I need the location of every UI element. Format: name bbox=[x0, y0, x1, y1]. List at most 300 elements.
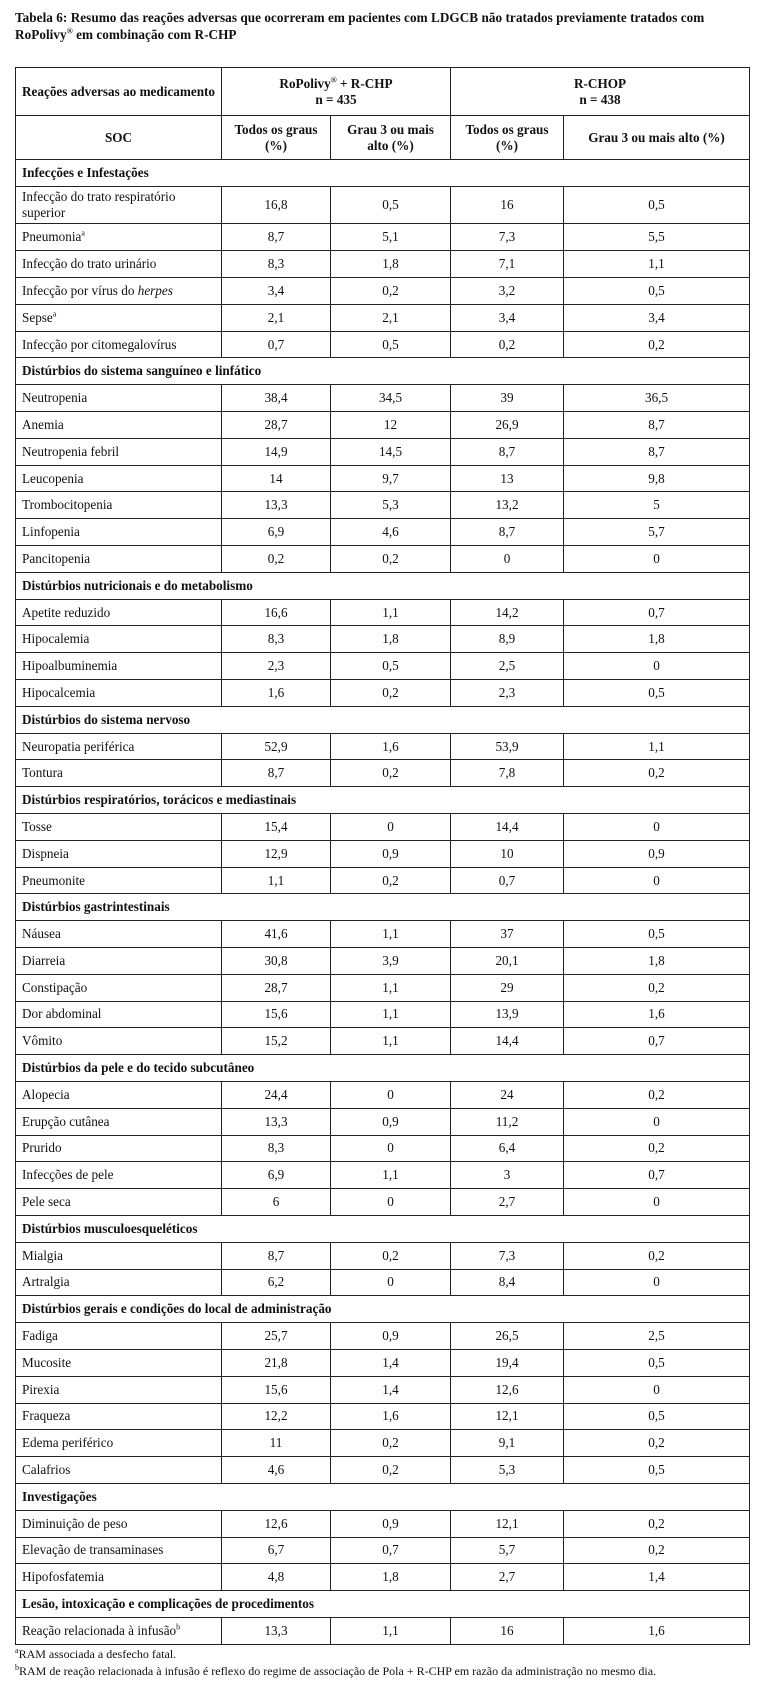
soc-label: Distúrbios musculoesqueléticos bbox=[16, 1215, 750, 1242]
value-rchop-all: 8,7 bbox=[451, 438, 564, 465]
value-rchop-all: 5,7 bbox=[451, 1537, 564, 1564]
value-rchop-all: 6,4 bbox=[451, 1135, 564, 1162]
table-row bbox=[16, 519, 750, 546]
table-row bbox=[16, 599, 750, 626]
value-rchop-grade3: 0,9 bbox=[564, 840, 750, 867]
value-rchop-grade3: 0,7 bbox=[564, 1162, 750, 1189]
reaction-name: Infecção do trato respiratório superior bbox=[16, 186, 222, 224]
value-rchop-all: 7,3 bbox=[451, 1242, 564, 1269]
reaction-name: Diminuição de peso bbox=[16, 1510, 222, 1537]
value-ropolivy-grade3: 0,9 bbox=[331, 840, 451, 867]
value-rchop-all: 2,7 bbox=[451, 1189, 564, 1216]
table-row bbox=[16, 251, 750, 278]
value-ropolivy-all: 2,3 bbox=[222, 653, 331, 680]
value-rchop-all: 16 bbox=[451, 1617, 564, 1644]
value-ropolivy-grade3: 0 bbox=[331, 1189, 451, 1216]
value-rchop-all: 13,9 bbox=[451, 1001, 564, 1028]
value-rchop-grade3: 0,5 bbox=[564, 1349, 750, 1376]
value-ropolivy-all: 13,3 bbox=[222, 1617, 331, 1644]
soc-row bbox=[16, 706, 750, 733]
value-ropolivy-all: 15,6 bbox=[222, 1001, 331, 1028]
reaction-name: Neutropenia febril bbox=[16, 438, 222, 465]
value-rchop-grade3: 36,5 bbox=[564, 385, 750, 412]
value-rchop-all: 24 bbox=[451, 1081, 564, 1108]
value-ropolivy-all: 11 bbox=[222, 1430, 331, 1457]
soc-label: Distúrbios gerais e condições do local de administração bbox=[16, 1296, 750, 1323]
value-ropolivy-grade3: 0,2 bbox=[331, 680, 451, 707]
value-rchop-grade3: 0,2 bbox=[564, 760, 750, 787]
table-row bbox=[16, 974, 750, 1001]
table-row bbox=[16, 546, 750, 573]
value-ropolivy-all: 24,4 bbox=[222, 1081, 331, 1108]
table-row bbox=[16, 1001, 750, 1028]
table-row bbox=[16, 331, 750, 358]
value-ropolivy-all: 6,9 bbox=[222, 1162, 331, 1189]
value-ropolivy-grade3: 0,5 bbox=[331, 331, 451, 358]
value-ropolivy-all: 15,2 bbox=[222, 1028, 331, 1055]
value-rchop-all: 37 bbox=[451, 921, 564, 948]
value-ropolivy-all: 8,7 bbox=[222, 1242, 331, 1269]
value-rchop-grade3: 1,6 bbox=[564, 1001, 750, 1028]
header-grade3-arm2: Grau 3 ou mais alto (%) bbox=[564, 116, 750, 160]
value-ropolivy-grade3: 1,1 bbox=[331, 1001, 451, 1028]
table-row bbox=[16, 948, 750, 975]
value-rchop-all: 11,2 bbox=[451, 1108, 564, 1135]
value-ropolivy-grade3: 34,5 bbox=[331, 385, 451, 412]
value-rchop-all: 39 bbox=[451, 385, 564, 412]
value-rchop-all: 19,4 bbox=[451, 1349, 564, 1376]
table-caption bbox=[15, 9, 750, 43]
value-ropolivy-all: 8,7 bbox=[222, 760, 331, 787]
table-row bbox=[16, 1323, 750, 1350]
value-rchop-all: 14,4 bbox=[451, 814, 564, 841]
value-ropolivy-grade3: 1,8 bbox=[331, 626, 451, 653]
reaction-name: Infecções de pele bbox=[16, 1162, 222, 1189]
value-ropolivy-all: 14 bbox=[222, 465, 331, 492]
table-row bbox=[16, 1376, 750, 1403]
value-ropolivy-all: 52,9 bbox=[222, 733, 331, 760]
table-row bbox=[16, 760, 750, 787]
soc-row bbox=[16, 894, 750, 921]
value-rchop-all: 7,3 bbox=[451, 224, 564, 251]
value-ropolivy-all: 13,3 bbox=[222, 1108, 331, 1135]
header-grade3-arm1: Grau 3 ou mais alto (%) bbox=[331, 116, 451, 160]
reaction-name: Pirexia bbox=[16, 1376, 222, 1403]
table-row bbox=[16, 1457, 750, 1484]
value-rchop-grade3: 0,2 bbox=[564, 1242, 750, 1269]
value-ropolivy-grade3: 1,1 bbox=[331, 1617, 451, 1644]
value-ropolivy-grade3: 0,9 bbox=[331, 1510, 451, 1537]
value-ropolivy-grade3: 0,2 bbox=[331, 546, 451, 573]
value-rchop-grade3: 8,7 bbox=[564, 438, 750, 465]
soc-label: Infecções e Infestações bbox=[16, 160, 750, 187]
value-ropolivy-grade3: 0,2 bbox=[331, 1457, 451, 1484]
value-rchop-all: 8,4 bbox=[451, 1269, 564, 1296]
value-rchop-all: 10 bbox=[451, 840, 564, 867]
table-body bbox=[16, 160, 750, 1645]
value-rchop-all: 12,1 bbox=[451, 1403, 564, 1430]
value-ropolivy-all: 15,4 bbox=[222, 814, 331, 841]
reaction-name: Dor abdominal bbox=[16, 1001, 222, 1028]
value-rchop-grade3: 0 bbox=[564, 814, 750, 841]
value-rchop-all: 9,1 bbox=[451, 1430, 564, 1457]
value-ropolivy-grade3: 1,4 bbox=[331, 1376, 451, 1403]
value-rchop-grade3: 1,1 bbox=[564, 251, 750, 278]
table-row bbox=[16, 1189, 750, 1216]
value-ropolivy-grade3: 1,1 bbox=[331, 1162, 451, 1189]
value-ropolivy-all: 1,1 bbox=[222, 867, 331, 894]
value-ropolivy-grade3: 5,3 bbox=[331, 492, 451, 519]
value-rchop-grade3: 0,2 bbox=[564, 1510, 750, 1537]
value-ropolivy-all: 1,6 bbox=[222, 680, 331, 707]
value-ropolivy-all: 38,4 bbox=[222, 385, 331, 412]
reaction-name: Prurido bbox=[16, 1135, 222, 1162]
value-ropolivy-grade3: 1,6 bbox=[331, 733, 451, 760]
value-rchop-grade3: 0,2 bbox=[564, 1135, 750, 1162]
table-row bbox=[16, 1242, 750, 1269]
value-ropolivy-all: 28,7 bbox=[222, 412, 331, 439]
table-row bbox=[16, 412, 750, 439]
soc-row bbox=[16, 1591, 750, 1618]
value-rchop-grade3: 9,8 bbox=[564, 465, 750, 492]
value-rchop-all: 13 bbox=[451, 465, 564, 492]
value-ropolivy-all: 15,6 bbox=[222, 1376, 331, 1403]
reaction-name: Pneumonia$^a$ bbox=[16, 224, 222, 251]
value-rchop-grade3: 0,2 bbox=[564, 1430, 750, 1457]
value-ropolivy-grade3: 1,1 bbox=[331, 1028, 451, 1055]
table-row bbox=[16, 1135, 750, 1162]
table-row bbox=[16, 1269, 750, 1296]
value-ropolivy-grade3: 0 bbox=[331, 1135, 451, 1162]
value-ropolivy-grade3: 3,9 bbox=[331, 948, 451, 975]
value-rchop-all: 0,7 bbox=[451, 867, 564, 894]
reaction-name: Artralgia bbox=[16, 1269, 222, 1296]
table-row bbox=[16, 1028, 750, 1055]
value-ropolivy-grade3: 4,6 bbox=[331, 519, 451, 546]
table-row bbox=[16, 1403, 750, 1430]
table-row bbox=[16, 1537, 750, 1564]
value-rchop-all: 14,4 bbox=[451, 1028, 564, 1055]
value-ropolivy-grade3: 14,5 bbox=[331, 438, 451, 465]
table-row bbox=[16, 814, 750, 841]
value-rchop-grade3: 1,8 bbox=[564, 948, 750, 975]
soc-row bbox=[16, 787, 750, 814]
value-ropolivy-grade3: 9,7 bbox=[331, 465, 451, 492]
value-rchop-all: 53,9 bbox=[451, 733, 564, 760]
value-ropolivy-all: 8,3 bbox=[222, 626, 331, 653]
value-ropolivy-all: 41,6 bbox=[222, 921, 331, 948]
value-rchop-grade3: 0 bbox=[564, 653, 750, 680]
value-ropolivy-grade3: 2,1 bbox=[331, 304, 451, 331]
table-row bbox=[16, 1349, 750, 1376]
value-ropolivy-grade3: 0,2 bbox=[331, 278, 451, 305]
value-ropolivy-all: 6 bbox=[222, 1189, 331, 1216]
table-row bbox=[16, 1081, 750, 1108]
soc-label: Distúrbios do sistema nervoso bbox=[16, 706, 750, 733]
reaction-name: Anemia bbox=[16, 412, 222, 439]
reaction-name: Fraqueza bbox=[16, 1403, 222, 1430]
soc-label: Distúrbios nutricionais e do metabolismo bbox=[16, 572, 750, 599]
soc-row bbox=[16, 160, 750, 187]
header-soc: SOC bbox=[16, 116, 222, 160]
value-rchop-all: 3 bbox=[451, 1162, 564, 1189]
reaction-name: Reação relacionada à infusão$^b$ bbox=[16, 1617, 222, 1644]
value-rchop-grade3: 8,7 bbox=[564, 412, 750, 439]
value-rchop-all: 26,5 bbox=[451, 1323, 564, 1350]
reaction-name: Sepse$^a$ bbox=[16, 304, 222, 331]
value-ropolivy-grade3: 0 bbox=[331, 1081, 451, 1108]
header-all-grades-arm1: Todos os graus (%) bbox=[222, 116, 331, 160]
value-rchop-grade3: 1,1 bbox=[564, 733, 750, 760]
reaction-name: Infecção do trato urinário bbox=[16, 251, 222, 278]
table-row bbox=[16, 680, 750, 707]
adverse-reactions-table bbox=[15, 67, 750, 1645]
value-rchop-grade3: 0 bbox=[564, 1269, 750, 1296]
value-ropolivy-all: 6,7 bbox=[222, 1537, 331, 1564]
reaction-name: Constipação bbox=[16, 974, 222, 1001]
reaction-name: Dispneia bbox=[16, 840, 222, 867]
value-rchop-all: 5,3 bbox=[451, 1457, 564, 1484]
reaction-name: Tosse bbox=[16, 814, 222, 841]
header-all-grades-arm2: Todos os graus (%) bbox=[451, 116, 564, 160]
value-ropolivy-all: 16,6 bbox=[222, 599, 331, 626]
reaction-name: Calafrios bbox=[16, 1457, 222, 1484]
value-rchop-grade3: 0 bbox=[564, 1376, 750, 1403]
value-ropolivy-all: 12,2 bbox=[222, 1403, 331, 1430]
registered-mark: ® bbox=[66, 26, 73, 36]
reaction-name: Hipocalemia bbox=[16, 626, 222, 653]
header-adr: Reações adversas ao medicamento bbox=[16, 68, 222, 116]
value-rchop-grade3: 0,7 bbox=[564, 1028, 750, 1055]
value-ropolivy-all: 8,3 bbox=[222, 1135, 331, 1162]
reaction-name: Elevação de transaminases bbox=[16, 1537, 222, 1564]
value-ropolivy-grade3: 0,9 bbox=[331, 1323, 451, 1350]
table-row bbox=[16, 626, 750, 653]
table-row bbox=[16, 492, 750, 519]
caption-text-end: em combinação com R-CHP bbox=[72, 27, 237, 42]
value-ropolivy-grade3: 0,2 bbox=[331, 1430, 451, 1457]
value-ropolivy-grade3: 0,9 bbox=[331, 1108, 451, 1135]
value-ropolivy-all: 6,2 bbox=[222, 1269, 331, 1296]
value-ropolivy-all: 4,6 bbox=[222, 1457, 331, 1484]
soc-row bbox=[16, 1483, 750, 1510]
value-ropolivy-grade3: 0,2 bbox=[331, 867, 451, 894]
value-rchop-grade3: 0,7 bbox=[564, 599, 750, 626]
header-arm-rchop: R-CHOP n = 438 bbox=[451, 68, 750, 116]
table-row bbox=[16, 1430, 750, 1457]
value-ropolivy-all: 8,3 bbox=[222, 251, 331, 278]
reaction-name: Hipocalcemia bbox=[16, 680, 222, 707]
value-rchop-grade3: 5 bbox=[564, 492, 750, 519]
value-rchop-grade3: 1,8 bbox=[564, 626, 750, 653]
value-ropolivy-grade3: 0,7 bbox=[331, 1537, 451, 1564]
table-row bbox=[16, 840, 750, 867]
value-rchop-all: 29 bbox=[451, 974, 564, 1001]
value-rchop-grade3: 2,5 bbox=[564, 1323, 750, 1350]
value-rchop-all: 13,2 bbox=[451, 492, 564, 519]
soc-label: Lesão, intoxicação e complicações de procedimentos bbox=[16, 1591, 750, 1618]
value-rchop-grade3: 0 bbox=[564, 546, 750, 573]
value-ropolivy-all: 6,9 bbox=[222, 519, 331, 546]
table-row bbox=[16, 438, 750, 465]
value-ropolivy-all: 21,8 bbox=[222, 1349, 331, 1376]
value-rchop-grade3: 1,4 bbox=[564, 1564, 750, 1591]
value-ropolivy-grade3: 0,2 bbox=[331, 1242, 451, 1269]
header-arm-ropolivy: RoPolivy® + R-CHP n = 435 bbox=[222, 68, 451, 116]
reaction-name: Pancitopenia bbox=[16, 546, 222, 573]
value-rchop-all: 3,2 bbox=[451, 278, 564, 305]
value-ropolivy-grade3: 1,1 bbox=[331, 921, 451, 948]
soc-label: Distúrbios da pele e do tecido subcutâneo bbox=[16, 1055, 750, 1082]
soc-row bbox=[16, 1055, 750, 1082]
value-ropolivy-all: 2,1 bbox=[222, 304, 331, 331]
value-rchop-all: 26,9 bbox=[451, 412, 564, 439]
table-row bbox=[16, 1564, 750, 1591]
table-row bbox=[16, 733, 750, 760]
value-rchop-all: 12,1 bbox=[451, 1510, 564, 1537]
value-ropolivy-grade3: 1,6 bbox=[331, 1403, 451, 1430]
value-rchop-grade3: 0,2 bbox=[564, 331, 750, 358]
header-row-arms bbox=[16, 68, 750, 116]
table-row bbox=[16, 1510, 750, 1537]
footnote-b: $^b$RAM de reação relacionada à infusão é reflexo do regime de associação de Pola + R-CHP em razão da administração no mesmo dia. bbox=[15, 1663, 657, 1678]
reaction-name: Erupção cutânea bbox=[16, 1108, 222, 1135]
reaction-name: Mucosite bbox=[16, 1349, 222, 1376]
value-rchop-grade3: 3,4 bbox=[564, 304, 750, 331]
value-rchop-grade3: 1,6 bbox=[564, 1617, 750, 1644]
table-row bbox=[16, 1108, 750, 1135]
value-rchop-grade3: 0 bbox=[564, 1189, 750, 1216]
reaction-name: Pele seca bbox=[16, 1189, 222, 1216]
reaction-name: Tontura bbox=[16, 760, 222, 787]
value-rchop-all: 2,3 bbox=[451, 680, 564, 707]
table-row bbox=[16, 186, 750, 224]
value-rchop-all: 20,1 bbox=[451, 948, 564, 975]
header-row-grades bbox=[16, 116, 750, 160]
value-rchop-grade3: 5,7 bbox=[564, 519, 750, 546]
value-rchop-grade3: 0,2 bbox=[564, 974, 750, 1001]
value-rchop-all: 3,4 bbox=[451, 304, 564, 331]
value-ropolivy-all: 0,2 bbox=[222, 546, 331, 573]
value-rchop-grade3: 0 bbox=[564, 867, 750, 894]
value-ropolivy-all: 28,7 bbox=[222, 974, 331, 1001]
reaction-name: Pneumonite bbox=[16, 867, 222, 894]
footnote-a: $^a$RAM associada a desfecho fatal. bbox=[15, 1646, 177, 1661]
reaction-name: Hipoalbuminemia bbox=[16, 653, 222, 680]
table-row bbox=[16, 385, 750, 412]
value-ropolivy-grade3: 1,8 bbox=[331, 251, 451, 278]
value-ropolivy-grade3: 0,5 bbox=[331, 653, 451, 680]
value-ropolivy-grade3: 1,1 bbox=[331, 599, 451, 626]
soc-row bbox=[16, 572, 750, 599]
value-ropolivy-all: 30,8 bbox=[222, 948, 331, 975]
reaction-name: Fadiga bbox=[16, 1323, 222, 1350]
value-ropolivy-all: 12,9 bbox=[222, 840, 331, 867]
value-ropolivy-all: 4,8 bbox=[222, 1564, 331, 1591]
soc-label: Distúrbios do sistema sanguíneo e linfático bbox=[16, 358, 750, 385]
reaction-name: Linfopenia bbox=[16, 519, 222, 546]
value-rchop-grade3: 0,2 bbox=[564, 1081, 750, 1108]
value-rchop-grade3: 0,5 bbox=[564, 1403, 750, 1430]
soc-row bbox=[16, 1296, 750, 1323]
reaction-name: Alopecia bbox=[16, 1081, 222, 1108]
value-rchop-all: 0,2 bbox=[451, 331, 564, 358]
footnotes bbox=[15, 1647, 750, 1681]
table-row bbox=[16, 921, 750, 948]
value-rchop-grade3: 5,5 bbox=[564, 224, 750, 251]
soc-row bbox=[16, 1215, 750, 1242]
value-ropolivy-grade3: 0,5 bbox=[331, 186, 451, 224]
value-ropolivy-all: 14,9 bbox=[222, 438, 331, 465]
reaction-name: Neutropenia bbox=[16, 385, 222, 412]
table-row bbox=[16, 867, 750, 894]
soc-label: Distúrbios gastrintestinais bbox=[16, 894, 750, 921]
value-ropolivy-grade3: 1,1 bbox=[331, 974, 451, 1001]
value-rchop-all: 2,7 bbox=[451, 1564, 564, 1591]
value-ropolivy-grade3: 1,8 bbox=[331, 1564, 451, 1591]
soc-row bbox=[16, 358, 750, 385]
reaction-name: Leucopenia bbox=[16, 465, 222, 492]
value-ropolivy-all: 25,7 bbox=[222, 1323, 331, 1350]
value-rchop-all: 2,5 bbox=[451, 653, 564, 680]
value-rchop-grade3: 0,5 bbox=[564, 680, 750, 707]
value-rchop-all: 14,2 bbox=[451, 599, 564, 626]
caption-text: Tabela 6: Resumo das reações adversas que ocorreram em pacientes com LDGCB não tratados previamente tratados com RoPolivy bbox=[15, 10, 705, 42]
value-rchop-all: 8,7 bbox=[451, 519, 564, 546]
value-ropolivy-all: 8,7 bbox=[222, 224, 331, 251]
reaction-name: Infecção por vírus do herpes bbox=[16, 278, 222, 305]
reaction-name: Vômito bbox=[16, 1028, 222, 1055]
value-ropolivy-all: 12,6 bbox=[222, 1510, 331, 1537]
table-row bbox=[16, 465, 750, 492]
value-rchop-grade3: 0,2 bbox=[564, 1537, 750, 1564]
table-row bbox=[16, 304, 750, 331]
reaction-name: Trombocitopenia bbox=[16, 492, 222, 519]
reaction-name: Neuropatia periférica bbox=[16, 733, 222, 760]
reaction-name: Apetite reduzido bbox=[16, 599, 222, 626]
value-ropolivy-grade3: 0 bbox=[331, 814, 451, 841]
reaction-name: Infecção por citomegalovírus bbox=[16, 331, 222, 358]
value-rchop-grade3: 0,5 bbox=[564, 1457, 750, 1484]
value-rchop-all: 7,8 bbox=[451, 760, 564, 787]
reaction-name: Edema periférico bbox=[16, 1430, 222, 1457]
reaction-name: Hipofosfatemia bbox=[16, 1564, 222, 1591]
soc-label: Distúrbios respiratórios, torácicos e mediastinais bbox=[16, 787, 750, 814]
value-rchop-all: 8,9 bbox=[451, 626, 564, 653]
reaction-name: Mialgia bbox=[16, 1242, 222, 1269]
value-rchop-all: 12,6 bbox=[451, 1376, 564, 1403]
value-ropolivy-grade3: 0 bbox=[331, 1269, 451, 1296]
value-ropolivy-grade3: 12 bbox=[331, 412, 451, 439]
table-row bbox=[16, 1162, 750, 1189]
table-row bbox=[16, 653, 750, 680]
value-ropolivy-grade3: 5,1 bbox=[331, 224, 451, 251]
value-rchop-grade3: 0,5 bbox=[564, 278, 750, 305]
table-row bbox=[16, 278, 750, 305]
table-row bbox=[16, 1617, 750, 1644]
value-ropolivy-grade3: 0,2 bbox=[331, 760, 451, 787]
value-rchop-all: 16 bbox=[451, 186, 564, 224]
value-ropolivy-all: 13,3 bbox=[222, 492, 331, 519]
value-ropolivy-all: 3,4 bbox=[222, 278, 331, 305]
reaction-name: Diarreia bbox=[16, 948, 222, 975]
value-ropolivy-all: 0,7 bbox=[222, 331, 331, 358]
value-rchop-all: 7,1 bbox=[451, 251, 564, 278]
value-rchop-grade3: 0,5 bbox=[564, 186, 750, 224]
value-ropolivy-all: 16,8 bbox=[222, 186, 331, 224]
value-rchop-all: 0 bbox=[451, 546, 564, 573]
value-rchop-grade3: 0 bbox=[564, 1108, 750, 1135]
